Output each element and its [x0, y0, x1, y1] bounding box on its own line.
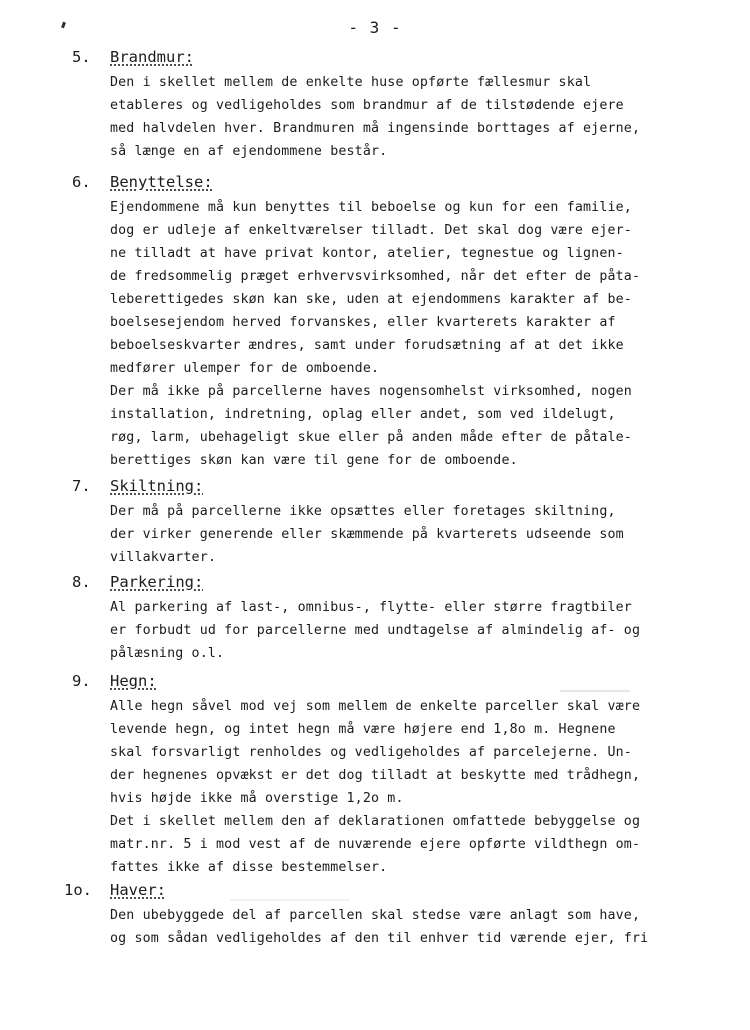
text-line: leberettigedes skøn kan ske, uden at ejendommens karakter af be-: [110, 292, 632, 307]
text-line: Der må ikke på parcellerne haves nogensomhelst virksomhed, nogen: [110, 384, 632, 399]
page-number: - 3 -: [348, 18, 402, 37]
text-line: Alle hegn såvel mod vej som mellem de enkelte parceller skal være: [110, 699, 641, 714]
text-line: Der må på parcellerne ikke opsættes eller foretages skiltning,: [110, 504, 616, 519]
section-body: [110, 904, 732, 950]
section-6-benyttelse: [72, 173, 732, 472]
text-line: levende hegn, og intet hegn må være højere end 1,8o m. Hegnene: [110, 722, 616, 737]
section-number: 7.: [72, 477, 91, 495]
section-heading: [72, 48, 732, 70]
section-number: 1o.: [64, 881, 92, 899]
section-body: [110, 596, 732, 665]
text-line: er forbudt ud for parcellerne med undtagelse af almindelig af- og: [110, 623, 641, 638]
section-body: [110, 71, 732, 163]
section-number: 5.: [72, 48, 91, 66]
section-10-haver: [64, 881, 732, 950]
section-heading: [64, 881, 732, 903]
text-line: skal forsvarligt renholdes og vedligeholdes af parcelejerne. Un-: [110, 745, 632, 760]
section-body: [110, 196, 732, 472]
section-title: Haver:: [110, 881, 166, 899]
section-8-parkering: [72, 573, 732, 665]
text-line: boelsesejendom herved forvanskes, eller kvarterets karakter af: [110, 315, 616, 330]
text-line: Det i skellet mellem den af deklarationen omfattede bebyggelse og: [110, 814, 641, 829]
section-title: Brandmur:: [110, 48, 194, 66]
section-body: [110, 500, 732, 569]
section-number: 9.: [72, 672, 91, 690]
text-line: ne tilladt at have privat kontor, atelier, tegnestue og lignen-: [110, 246, 624, 261]
section-title: Skiltning:: [110, 477, 204, 495]
section-body: [110, 695, 732, 879]
text-line: der virker generende eller skæmmende på kvarterets udseende som: [110, 527, 624, 542]
section-heading: [72, 573, 732, 595]
section-5-brandmur: [72, 48, 732, 163]
text-line: og som sådan vedligeholdes af den til enhver tid værende ejer, fri: [110, 931, 649, 946]
text-line: så længe en af ejendommene består.: [110, 144, 388, 159]
text-line: villakvarter.: [110, 550, 217, 565]
text-line: beboelseskvarter ændres, samt under forudsætning af at det ikke: [110, 338, 624, 353]
section-number: 6.: [72, 173, 91, 191]
section-number: 8.: [72, 573, 91, 591]
text-line: etableres og vedligeholdes som brandmur af de tilstødende ejere: [110, 98, 624, 113]
text-line: matr.nr. 5 i mod vest af de nuværende ejere opførte vildthegn om-: [110, 837, 641, 852]
text-line: medfører ulemper for de omboende.: [110, 361, 380, 376]
text-line: der hegnenes opvækst er det dog tilladt at beskytte med trådhegn,: [110, 768, 641, 783]
text-line: Ejendommene må kun benyttes til beboelse og kun for een familie,: [110, 200, 632, 215]
text-line: røg, larm, ubehageligt skue eller på anden måde efter de påtale-: [110, 430, 632, 445]
section-title: Hegn:: [110, 672, 157, 690]
section-title: Parkering:: [110, 573, 204, 591]
text-line: pålæsning o.l.: [110, 646, 225, 661]
section-heading: [72, 173, 732, 195]
text-line: hvis højde ikke må overstige 1,2o m.: [110, 791, 404, 806]
text-line: fattes ikke af disse bestemmelser.: [110, 860, 388, 875]
section-9-hegn: [72, 672, 732, 879]
text-line: de fredsommelig præget erhvervsvirksomhed, når det efter de påta-: [110, 269, 641, 284]
section-heading: [72, 672, 732, 694]
text-line: Den i skellet mellem de enkelte huse opførte fællesmur skal: [110, 75, 592, 90]
text-line: Den ubebyggede del af parcellen skal stedse være anlagt som have,: [110, 908, 641, 923]
text-line: med halvdelen hver. Brandmuren må ingensinde borttages af ejerne,: [110, 121, 641, 136]
text-line: Al parkering af last-, omnibus-, flytte- eller større fragtbiler: [110, 600, 632, 615]
text-line: dog er udleje af enkeltværelser tilladt. Det skal dog være ejer-: [110, 223, 632, 238]
text-line: berettiges skøn kan være til gene for de omboende.: [110, 453, 518, 468]
section-title: Benyttelse:: [110, 173, 213, 191]
scan-smudge: [560, 690, 630, 692]
text-line: installation, indretning, oplag eller andet, som ved ildelugt,: [110, 407, 616, 422]
section-heading: [72, 477, 732, 499]
section-7-skiltning: [72, 477, 732, 569]
scan-smudge: [230, 899, 350, 901]
